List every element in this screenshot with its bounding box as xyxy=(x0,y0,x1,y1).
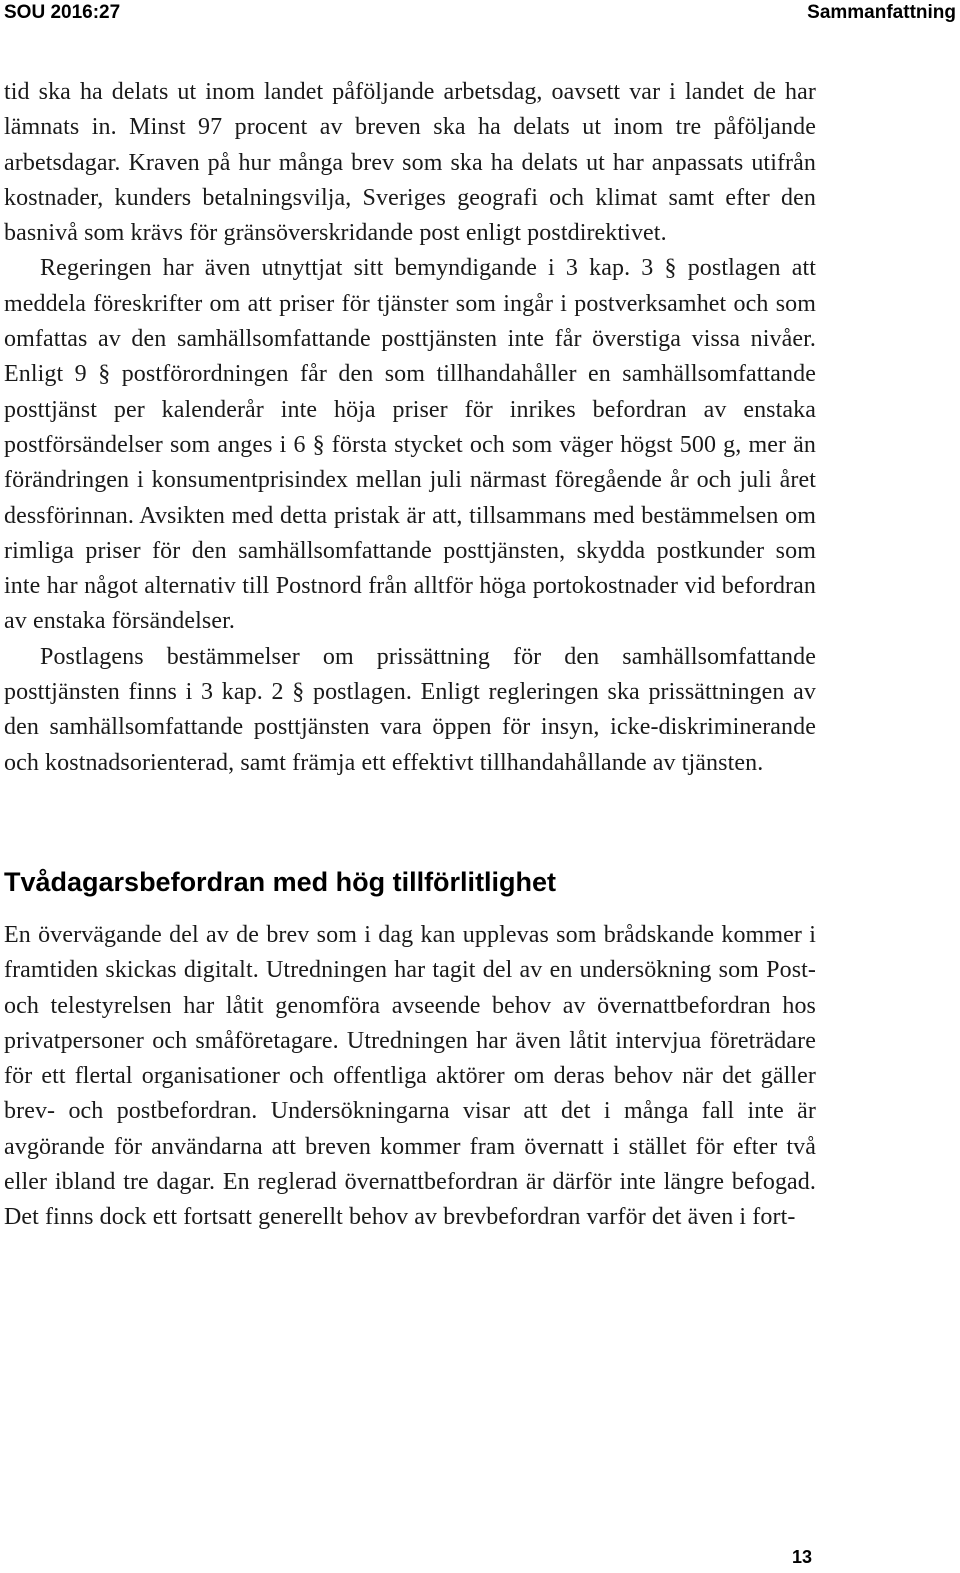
running-header-section: Sammanfattning xyxy=(807,2,956,23)
page-body xyxy=(4,75,816,1236)
section-paragraph: En övervägande del av de brev som i dag kan upplevas som brådskande kommer i framtiden skickas digitalt. Utredningen har tagit del av en undersökning som Post- och telestyrelsen har låtit genomföra avseende behov av övernattbefordran hos privatpersoner och småföretagare. Utredningen har även låtit intervjua företrädare för ett flertal organisationer och offentliga aktörer om deras behov när det gäller brev- och postbefordran. Undersökningarna visar att det i många fall inte är avgörande för användarna att breven kommer fram övernatt i stället för efter två eller ibland tre dagar. En reglerad övernattbefordran är därför inte längre befogad. Det finns dock ett fortsatt generellt behov av brevbefordran varför det även i fort- xyxy=(4,921,816,1231)
paragraph-3: Postlagens bestämmelser om prissättning för den samhällsomfattande posttjänsten finns i 3 kap. 2 § postlagen. Enligt regleringen ska prissättningen av den samhällsomfattande posttjänsten vara öppen för insyn, icke-diskriminerande och kostnadsorienterad, samt främja ett effektivt tillhandahållande av tjänsten. xyxy=(4,643,816,776)
running-header-report-id: SOU 2016:27 xyxy=(4,2,121,23)
paragraph-1: tid ska ha delats ut inom landet påföljande arbetsdag, oavsett var i landet de har lämnats in. Minst 97 procent av breven ska ha delats ut inom tre påföljande arbetsdagar. Kraven på hur många brev som ska ha delats ut har anpassats utifrån kostnader, kunders betalningsvilja, Sveriges geografi och klimat samt efter den basnivå som krävs för gränsöverskridande post enligt postdirektivet. xyxy=(4,79,816,247)
section-heading: Tvådagarsbefordran med hög tillförlitlighet xyxy=(4,866,557,897)
page-number: 13 xyxy=(791,1547,812,1567)
paragraph-2: Regeringen har även utnyttjat sitt bemyndigande i 3 kap. 3 § postlagen att meddela föreskrifter om att priser för tjänster som ingår i postverksamhet och som omfattas av den samhällsomfattande posttjänsten inte får överstiga vissa nivåer. Enligt 9 § postförordningen får den som tillhandahåller en samhällsomfattande posttjänst per kalenderår inte höja priser för inrikes befordran av enstaka postförsändelser som anges i 6 § första stycket och som väger högst 500 g, mer än förändringen i konsumentprisindex mellan juli närmast föregående år och juli året dessförinnan. Avsikten med detta pristak är att, tillsammans med bestämmelsen om rimliga priser för den samhällsomfattande posttjänsten, skydda postkunder som inte har något alternativ till Postnord från alltför höga portokostnader vid befordran av enstaka försändelser. xyxy=(4,255,816,635)
